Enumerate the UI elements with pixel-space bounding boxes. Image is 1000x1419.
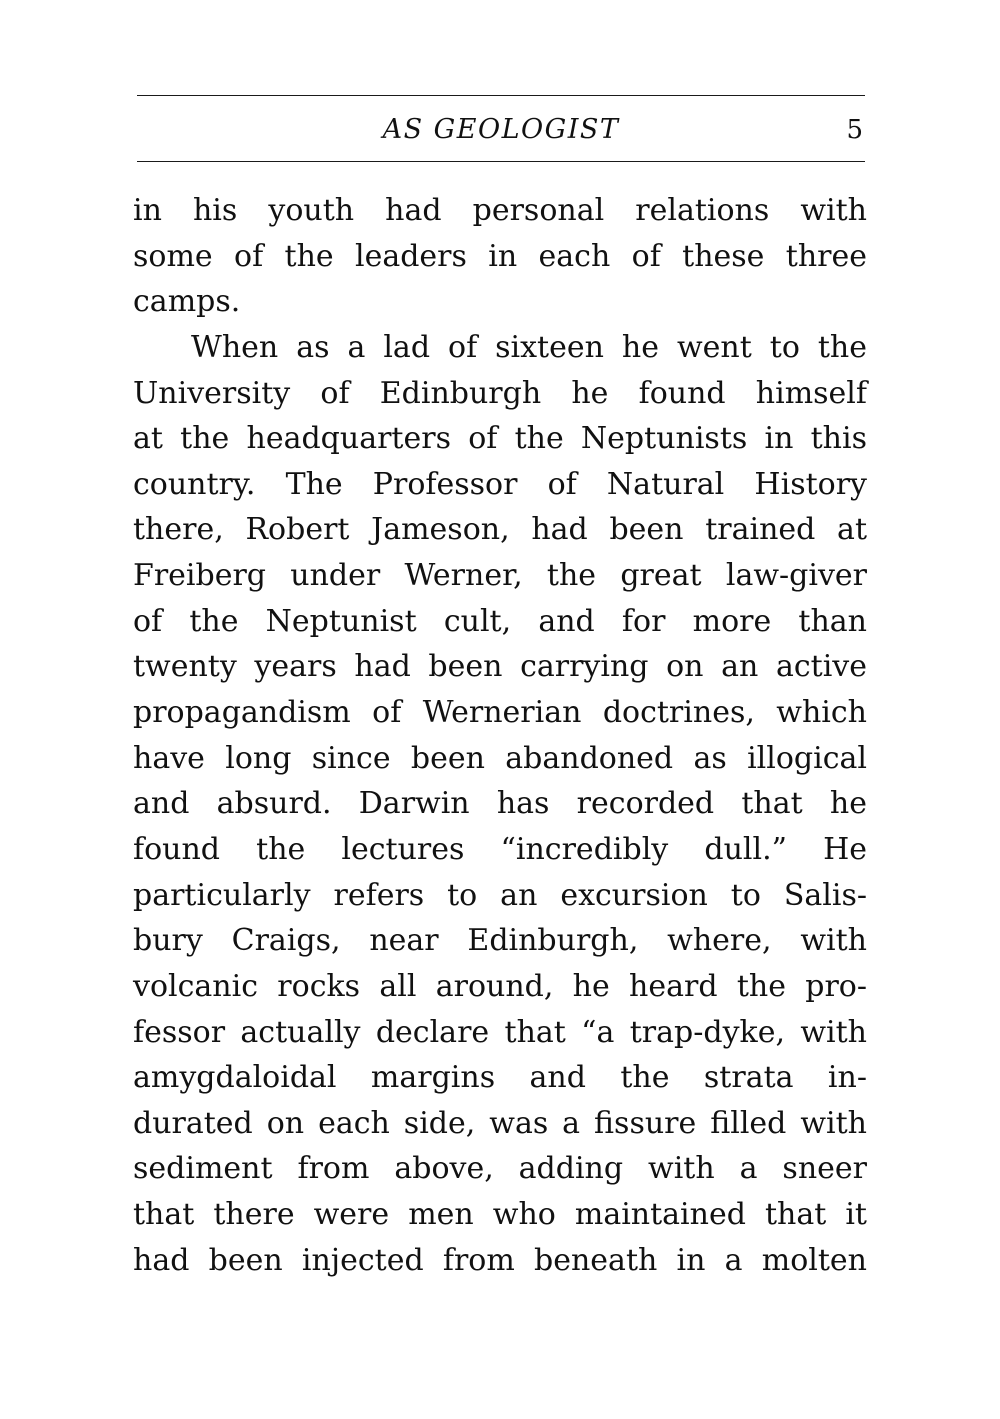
text-line: camps. bbox=[133, 284, 241, 320]
paragraph bbox=[133, 188, 867, 325]
text-line: volcanic rocks all around, he heard the pro- bbox=[133, 968, 867, 1004]
text-line: have long since been abandoned as illogical bbox=[133, 740, 867, 776]
text-line: of the Neptunist cult, and for more than bbox=[133, 603, 867, 639]
text-line: there, Robert Jameson, had been trained at bbox=[133, 512, 867, 548]
body-text bbox=[133, 188, 867, 1283]
text-line: durated on each side, was a fissure filled with bbox=[133, 1105, 867, 1141]
text-line: that there were men who maintained that it bbox=[133, 1197, 867, 1233]
text-line: amygdaloidal margins and the strata in- bbox=[133, 1060, 867, 1096]
text-line: and absurd. Darwin has recorded that he bbox=[133, 786, 867, 822]
text-line: fessor actually declare that “a trap-dyke, with bbox=[133, 1014, 867, 1050]
text-line: University of Edinburgh he found himself bbox=[133, 375, 867, 411]
text-line: twenty years had been carrying on an active bbox=[133, 649, 867, 685]
text-line: sediment from above, adding with a sneer bbox=[133, 1151, 867, 1187]
text-line: had been injected from beneath in a molten bbox=[133, 1242, 867, 1278]
header-bottom-rule bbox=[137, 161, 865, 162]
paragraph bbox=[133, 325, 867, 1283]
text-line: Freiberg under Werner, the great law-giver bbox=[133, 558, 867, 594]
running-head bbox=[137, 108, 865, 152]
text-line: some of the leaders in each of these three bbox=[133, 238, 867, 274]
text-line: found the lectures “incredibly dull.” He bbox=[133, 831, 867, 867]
text-line: When as a lad of sixteen he went to the bbox=[191, 329, 867, 365]
text-line: particularly refers to an excursion to Salis- bbox=[133, 877, 867, 913]
header-top-rule bbox=[137, 95, 865, 96]
text-line: at the headquarters of the Neptunists in this bbox=[133, 421, 867, 457]
running-title: AS GEOLOGIST bbox=[382, 114, 620, 145]
page-number: 5 bbox=[846, 115, 863, 145]
text-line: bury Craigs, near Edinburgh, where, with bbox=[133, 923, 867, 959]
text-line: in his youth had personal relations with bbox=[133, 193, 867, 228]
text-line: country. The Professor of Natural History bbox=[133, 466, 867, 502]
text-line: propagandism of Wernerian doctrines, which bbox=[133, 695, 867, 731]
